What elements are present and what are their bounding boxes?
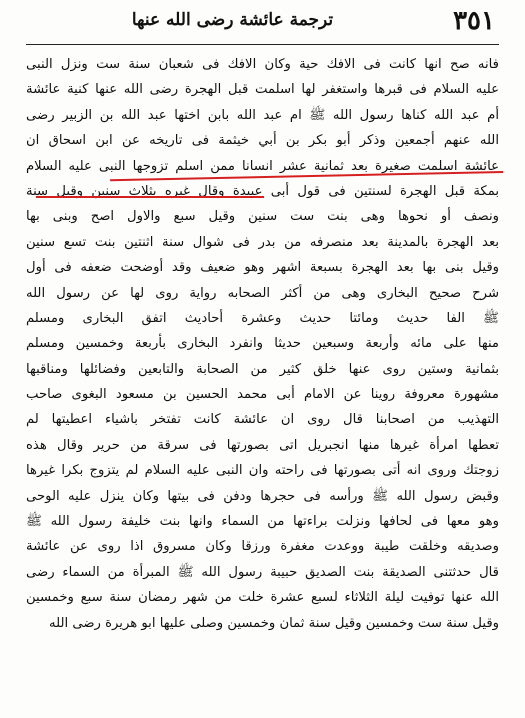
text-line: مشهورة معروفة روينا عن الامام أبى محمد الحسين بن مسعود البغوى صاحب: [26, 387, 499, 403]
text-line: وصديقه وخلقت طيبة ووعدت مغفرة ورزقا وكان مسروق اذا روى عن عائشة: [26, 539, 499, 555]
text-line: بعد الهجرة بالمدينة بعد منصرفه من بدر فى شوال سنة اثنتين بنت تسع سنين: [26, 234, 499, 250]
text-line: فانه صح انها كانت فى الافك حية وكان الافك فى شعبان سنة ست ونزل النبى: [26, 57, 499, 72]
text-line: وقيل بنى بها بعد الهجرة بسبعة اشهر وهو ضعيف وقد أوضحت ضعفه فى أول: [26, 260, 499, 276]
text-line: تعطها امرأة غيرها منها انجبريل اتى بصورتها فى سرقة من حرير وقال هذه: [26, 437, 499, 453]
running-title: ترجمة عائشة رضى الله عنها: [131, 10, 334, 30]
page-number: ٣٥١: [453, 6, 495, 36]
text-line: بثمانية وستين روى عنها خلق كثير من الصحابة والتابعين وفضائلها ومناقبها: [26, 361, 499, 377]
body-text: [26, 52, 499, 636]
text-line: الله عنهم أجمعين وذكر أبو بكر بن أبي خيثمة فى تاريخه عن ابن اسحاق ان: [26, 133, 499, 149]
text-line: ﷺ الفا حديث ومائتا حديث وعشرة أحاديث اتفق البخارى ومسلم: [26, 310, 499, 326]
red-underline-mark: [36, 196, 264, 198]
header-rule: [26, 44, 499, 45]
text-line: التهذيب من اصحابنا قال روى ان عائشة كانت تفتخر باشياء اعطيتها لم: [26, 412, 499, 428]
text-line: وقيل سنة ست وخمسين وقيل سنة ثمان وخمسين وصلى عليها ابو هريرة رضى الله: [49, 615, 499, 631]
text-line: قال حدثتنى الصديقة بنت الصديق حبيبة رسول الله ﷺ المبرأة من السماء رضى: [26, 564, 499, 580]
text-line: زوجتك وروى انه أتى بصورتها فى راحته وان النبى عليه السلام لم يتزوج بكرا غيرها: [26, 463, 499, 479]
text-line: بمكة قبل الهجرة لسنتين فى قول أبى عبيدة وقال غيره بثلاث سنين وقيل سنة: [26, 183, 499, 199]
text-line: الله عنها توفيت ليلة الثلاثاء لسبع عشرة خلت من شهر رمضان سنة سبع وخمسين: [26, 590, 499, 606]
text-line: وهو معها فى لحافها ونزلت براءتها من السماء وانها بنت خليفة رسول الله ﷺ: [26, 514, 499, 530]
text-line: عائشة اسلمت صغيرة بعد ثمانية عشر انسانا ممن اسلم تزوجها النبى عليه السلام: [26, 158, 499, 174]
page-header: [26, 6, 499, 40]
text-line: وقبض رسول الله ﷺ ورأسه فى حجرها ودفن فى بيتها وكان ينزل عليه الوحى: [26, 488, 499, 504]
text-line: ونصف أو نحوها وهى بنت ست سنين وقيل سبع والاول اصح وبنى بها: [26, 209, 499, 225]
text-line: عليه السلام فى قبرها واستغفر لها اسلمت قبل الهجرة رضى الله عنها كنية عائشة: [26, 82, 499, 98]
text-line: منها على مائه وأربعة وسبعين حديثا وانفرد البخارى بأربعة وخمسين ومسلم: [26, 336, 499, 352]
text-line: شرح صحيح البخارى وهى من أكثر الصحابه رواية روى لها عن رسول الله: [26, 285, 499, 301]
text-line: أم عبد الله كناها رسول الله ﷺ ام عبد الله بابن اختها عبد الله بن الزبير رضى: [26, 107, 499, 123]
